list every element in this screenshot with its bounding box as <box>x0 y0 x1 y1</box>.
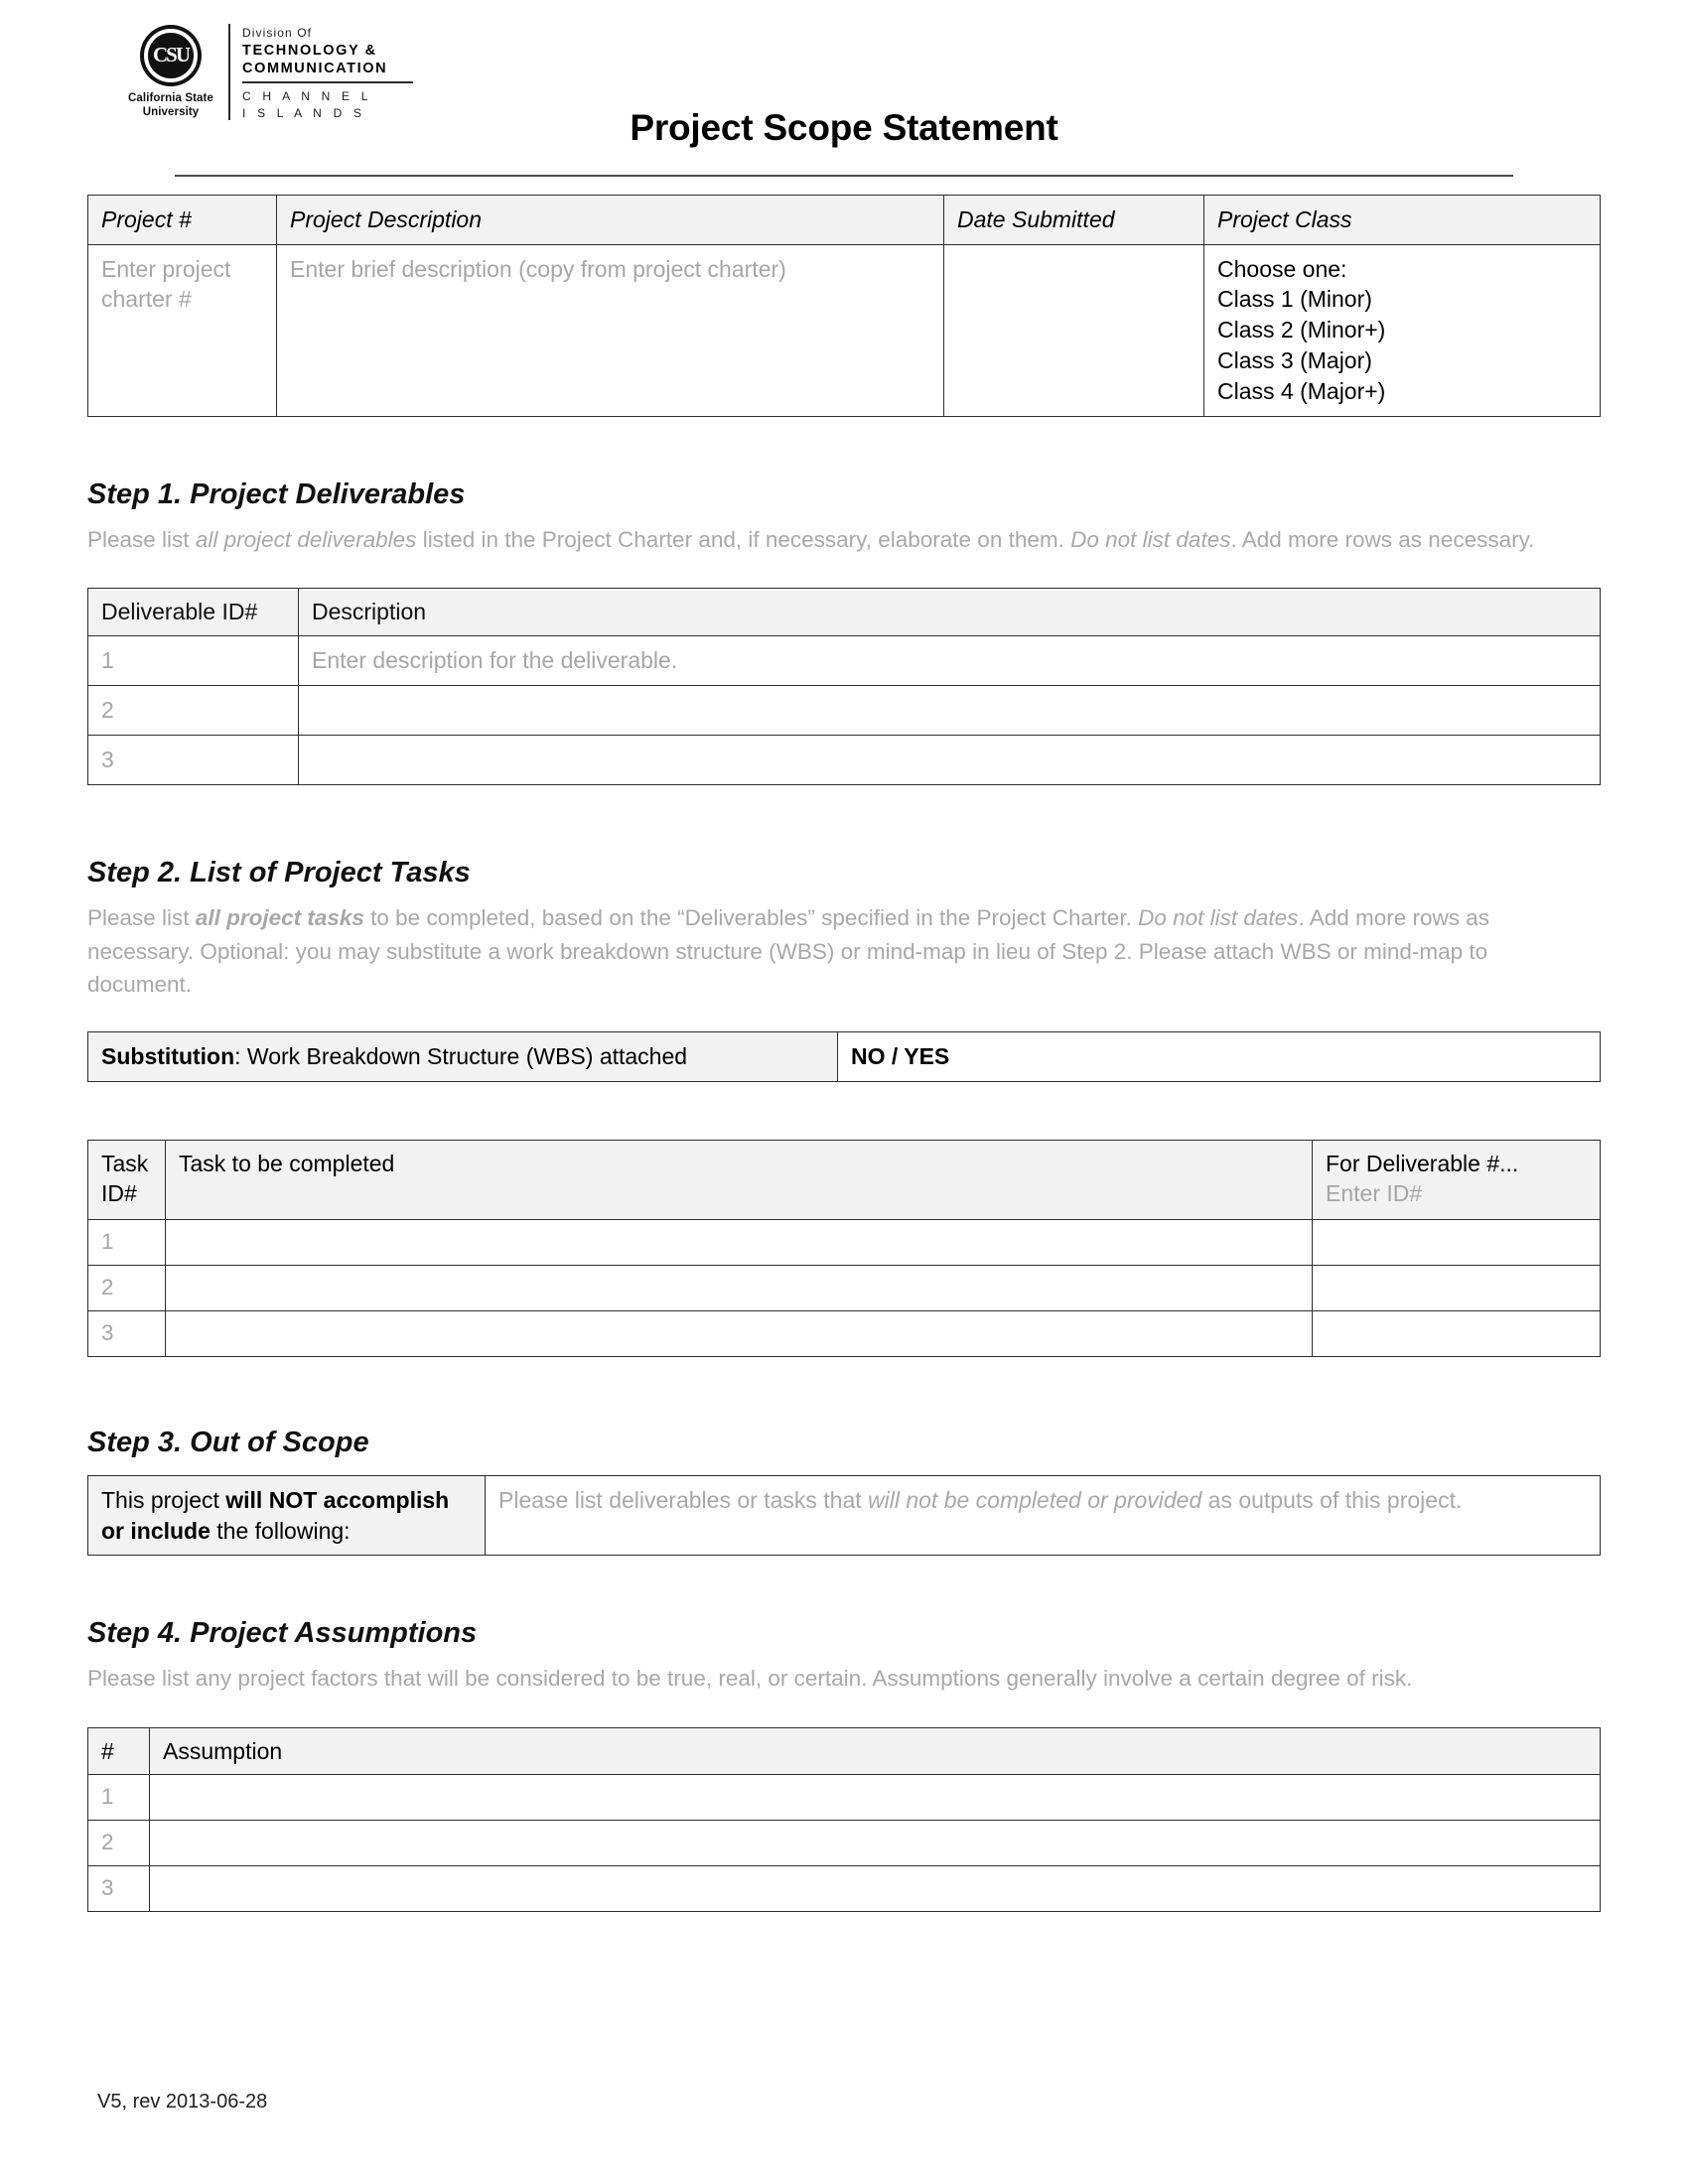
task-deliverable-input[interactable] <box>1313 1265 1601 1310</box>
step-2-text-part-2: to be completed, based on the “Deliverables” specified in the Project Charter. <box>363 904 1139 930</box>
column-header-for-deliverable-placeholder: Enter ID# <box>1326 1180 1423 1207</box>
step-1-section <box>87 478 1601 785</box>
out-of-scope-label-cell <box>88 1475 486 1555</box>
deliverable-row-id: 3 <box>88 735 299 784</box>
out-of-scope-bold: will NOT accomplish or include <box>101 1486 450 1544</box>
seal-caption-line-1: California State <box>128 91 213 104</box>
document-footer: V5, rev 2013-06-28 <box>97 2091 268 2113</box>
substitution-answer[interactable]: NO / YES <box>851 1043 950 1070</box>
seal-letters: CSU <box>152 43 189 68</box>
unit-name-line-2: COMMUNICATION <box>242 60 388 76</box>
header-divider <box>175 175 1513 177</box>
project-info-table <box>87 195 1601 417</box>
deliverable-description-input[interactable]: Enter description for the deliverable. <box>299 635 1601 685</box>
column-header-deliverable-description: Description <box>299 589 1601 636</box>
column-header-task-id-line-2: ID# <box>101 1180 137 1207</box>
step-1-text-part-3: . Add more rows as necessary. <box>1230 526 1535 552</box>
task-row-id: 3 <box>88 1310 166 1356</box>
project-class-option-1[interactable]: Class 1 (Minor) <box>1217 286 1372 313</box>
step-4-heading: Step 4. Project Assumptions <box>87 1617 478 1650</box>
step-3-section <box>87 1427 1601 1556</box>
project-class-options <box>1217 254 1588 407</box>
csu-seal-icon <box>140 25 202 86</box>
step-1-emphasis-1: all project deliverables <box>195 526 417 552</box>
campus-name-line-2: I S L A N D S <box>242 105 366 120</box>
out-of-scope-hint-emphasis: will not be completed or provided <box>868 1486 1202 1513</box>
column-header-project-number: Project # <box>88 196 277 245</box>
column-header-project-class: Project Class <box>1204 196 1601 245</box>
column-header-task-id-line-1: Task <box>101 1150 149 1176</box>
project-description-input[interactable]: Enter brief description (copy from project charter) <box>277 244 944 416</box>
column-header-project-description: Project Description <box>277 196 944 245</box>
step-2-text-part-1: Please list <box>87 904 196 930</box>
step-1-heading: Step 1. Project Deliverables <box>87 478 466 510</box>
seal-inner-ring <box>144 29 198 82</box>
table-header-row <box>88 1140 1601 1219</box>
logo-divider <box>228 24 230 120</box>
assumption-input[interactable] <box>150 1775 1601 1821</box>
step-2-heading: Step 2. List of Project Tasks <box>87 856 471 888</box>
out-of-scope-text-part-2: the following: <box>210 1517 351 1544</box>
task-description-input[interactable] <box>166 1265 1313 1310</box>
table-row <box>88 1821 1601 1866</box>
step-4-section <box>87 1617 1601 1912</box>
table-row <box>88 1310 1601 1356</box>
deliverable-row-id: 2 <box>88 685 299 735</box>
substitution-label-cell <box>88 1032 838 1082</box>
column-header-task-id <box>88 1140 166 1219</box>
column-header-for-deliverable-label: For Deliverable #... <box>1326 1150 1519 1176</box>
table-row <box>88 635 1601 685</box>
deliverable-row-id: 1 <box>88 635 299 685</box>
task-deliverable-input[interactable] <box>1313 1219 1601 1265</box>
table-row <box>88 1775 1601 1821</box>
out-of-scope-hint-part-1: Please list deliverables or tasks that <box>498 1486 869 1513</box>
substitution-table <box>87 1031 1601 1082</box>
seal-caption-line-2: University <box>142 105 200 118</box>
table-header-row <box>88 196 1601 245</box>
table-row <box>88 1265 1601 1310</box>
column-header-assumption: Assumption <box>150 1727 1601 1775</box>
table-row <box>88 1219 1601 1265</box>
step-2-description <box>87 901 1593 1002</box>
table-row <box>88 735 1601 784</box>
assumption-input[interactable] <box>150 1821 1601 1866</box>
task-row-id: 2 <box>88 1265 166 1310</box>
step-1-emphasis-2: Do not list dates <box>1070 526 1231 552</box>
out-of-scope-table <box>87 1475 1601 1556</box>
table-header-row <box>88 1727 1601 1775</box>
deliverable-description-input[interactable] <box>299 685 1601 735</box>
campus-name-line-1: C H A N N E L <box>242 88 372 103</box>
document-header <box>87 0 1601 147</box>
task-description-input[interactable] <box>166 1310 1313 1356</box>
assumption-row-id: 1 <box>88 1775 150 1821</box>
project-number-input[interactable]: Enter project charter # <box>88 244 277 416</box>
step-2-emphasis-1: all project tasks <box>195 904 364 930</box>
wordmark-rule <box>242 81 413 83</box>
project-class-option-2[interactable]: Class 2 (Minor+) <box>1217 317 1386 343</box>
csu-seal-block <box>117 25 224 119</box>
out-of-scope-hint-part-2: as outputs of this project. <box>1201 1486 1463 1513</box>
column-header-assumption-number: # <box>88 1727 150 1775</box>
table-row <box>88 1475 1601 1555</box>
step-1-text-part-2: listed in the Project Charter and, if necessary, elaborate on them. <box>416 526 1071 552</box>
task-description-input[interactable] <box>166 1219 1313 1265</box>
date-submitted-input[interactable] <box>944 244 1204 416</box>
tasks-table <box>87 1140 1601 1357</box>
step-1-description <box>87 523 1593 557</box>
table-header-row <box>88 589 1601 636</box>
column-header-for-deliverable <box>1313 1140 1601 1219</box>
project-class-cell[interactable] <box>1204 244 1601 416</box>
assumptions-table <box>87 1727 1601 1913</box>
assumption-row-id: 2 <box>88 1821 150 1866</box>
table-row <box>88 1866 1601 1912</box>
step-2-text-part-3: . Add more rows as necessary. Optional: you may substitute a work breakdown structure (WBS) or mind-map in lieu of Step 2. Please attach WBS or mind-map to document. <box>87 904 1490 998</box>
step-2-emphasis-2: Do not list dates <box>1138 904 1299 930</box>
substitution-label-bold: Substitution <box>101 1043 235 1070</box>
step-3-heading: Step 3. Out of Scope <box>87 1426 369 1458</box>
deliverable-description-input[interactable] <box>299 735 1601 784</box>
task-row-id: 1 <box>88 1219 166 1265</box>
substitution-label-rest: : Work Breakdown Structure (WBS) attached <box>234 1043 688 1070</box>
deliverables-table <box>87 588 1601 785</box>
project-class-option-4[interactable]: Class 4 (Major+) <box>1217 377 1386 404</box>
step-1-text-part-1: Please list <box>87 526 196 552</box>
project-class-prompt: Choose one: <box>1217 255 1347 282</box>
step-2-section <box>87 857 1601 1357</box>
substitution-answer-cell[interactable] <box>838 1032 1601 1082</box>
step-4-description: Please list any project factors that will be considered to be true, real, or certain. Assumptions generally involve a certain degree of risk. <box>87 1666 1413 1692</box>
column-header-date-submitted: Date Submitted <box>944 196 1204 245</box>
out-of-scope-input[interactable] <box>486 1475 1601 1555</box>
column-header-task-description: Task to be completed <box>166 1140 1313 1219</box>
column-header-deliverable-id: Deliverable ID# <box>88 589 299 636</box>
task-deliverable-input[interactable] <box>1313 1310 1601 1356</box>
assumption-row-id: 3 <box>88 1866 150 1912</box>
unit-name-line-1: TECHNOLOGY & <box>242 43 377 59</box>
division-label: Division Of <box>242 26 313 40</box>
project-info-section <box>87 195 1601 417</box>
table-row <box>88 244 1601 416</box>
out-of-scope-text-part-1: This project <box>101 1486 226 1513</box>
assumption-input[interactable] <box>150 1866 1601 1912</box>
project-class-option-3[interactable]: Class 3 (Major) <box>1217 347 1372 374</box>
table-row <box>88 1032 1601 1082</box>
table-row <box>88 685 1601 735</box>
page-title: Project Scope Statement <box>630 107 1058 148</box>
